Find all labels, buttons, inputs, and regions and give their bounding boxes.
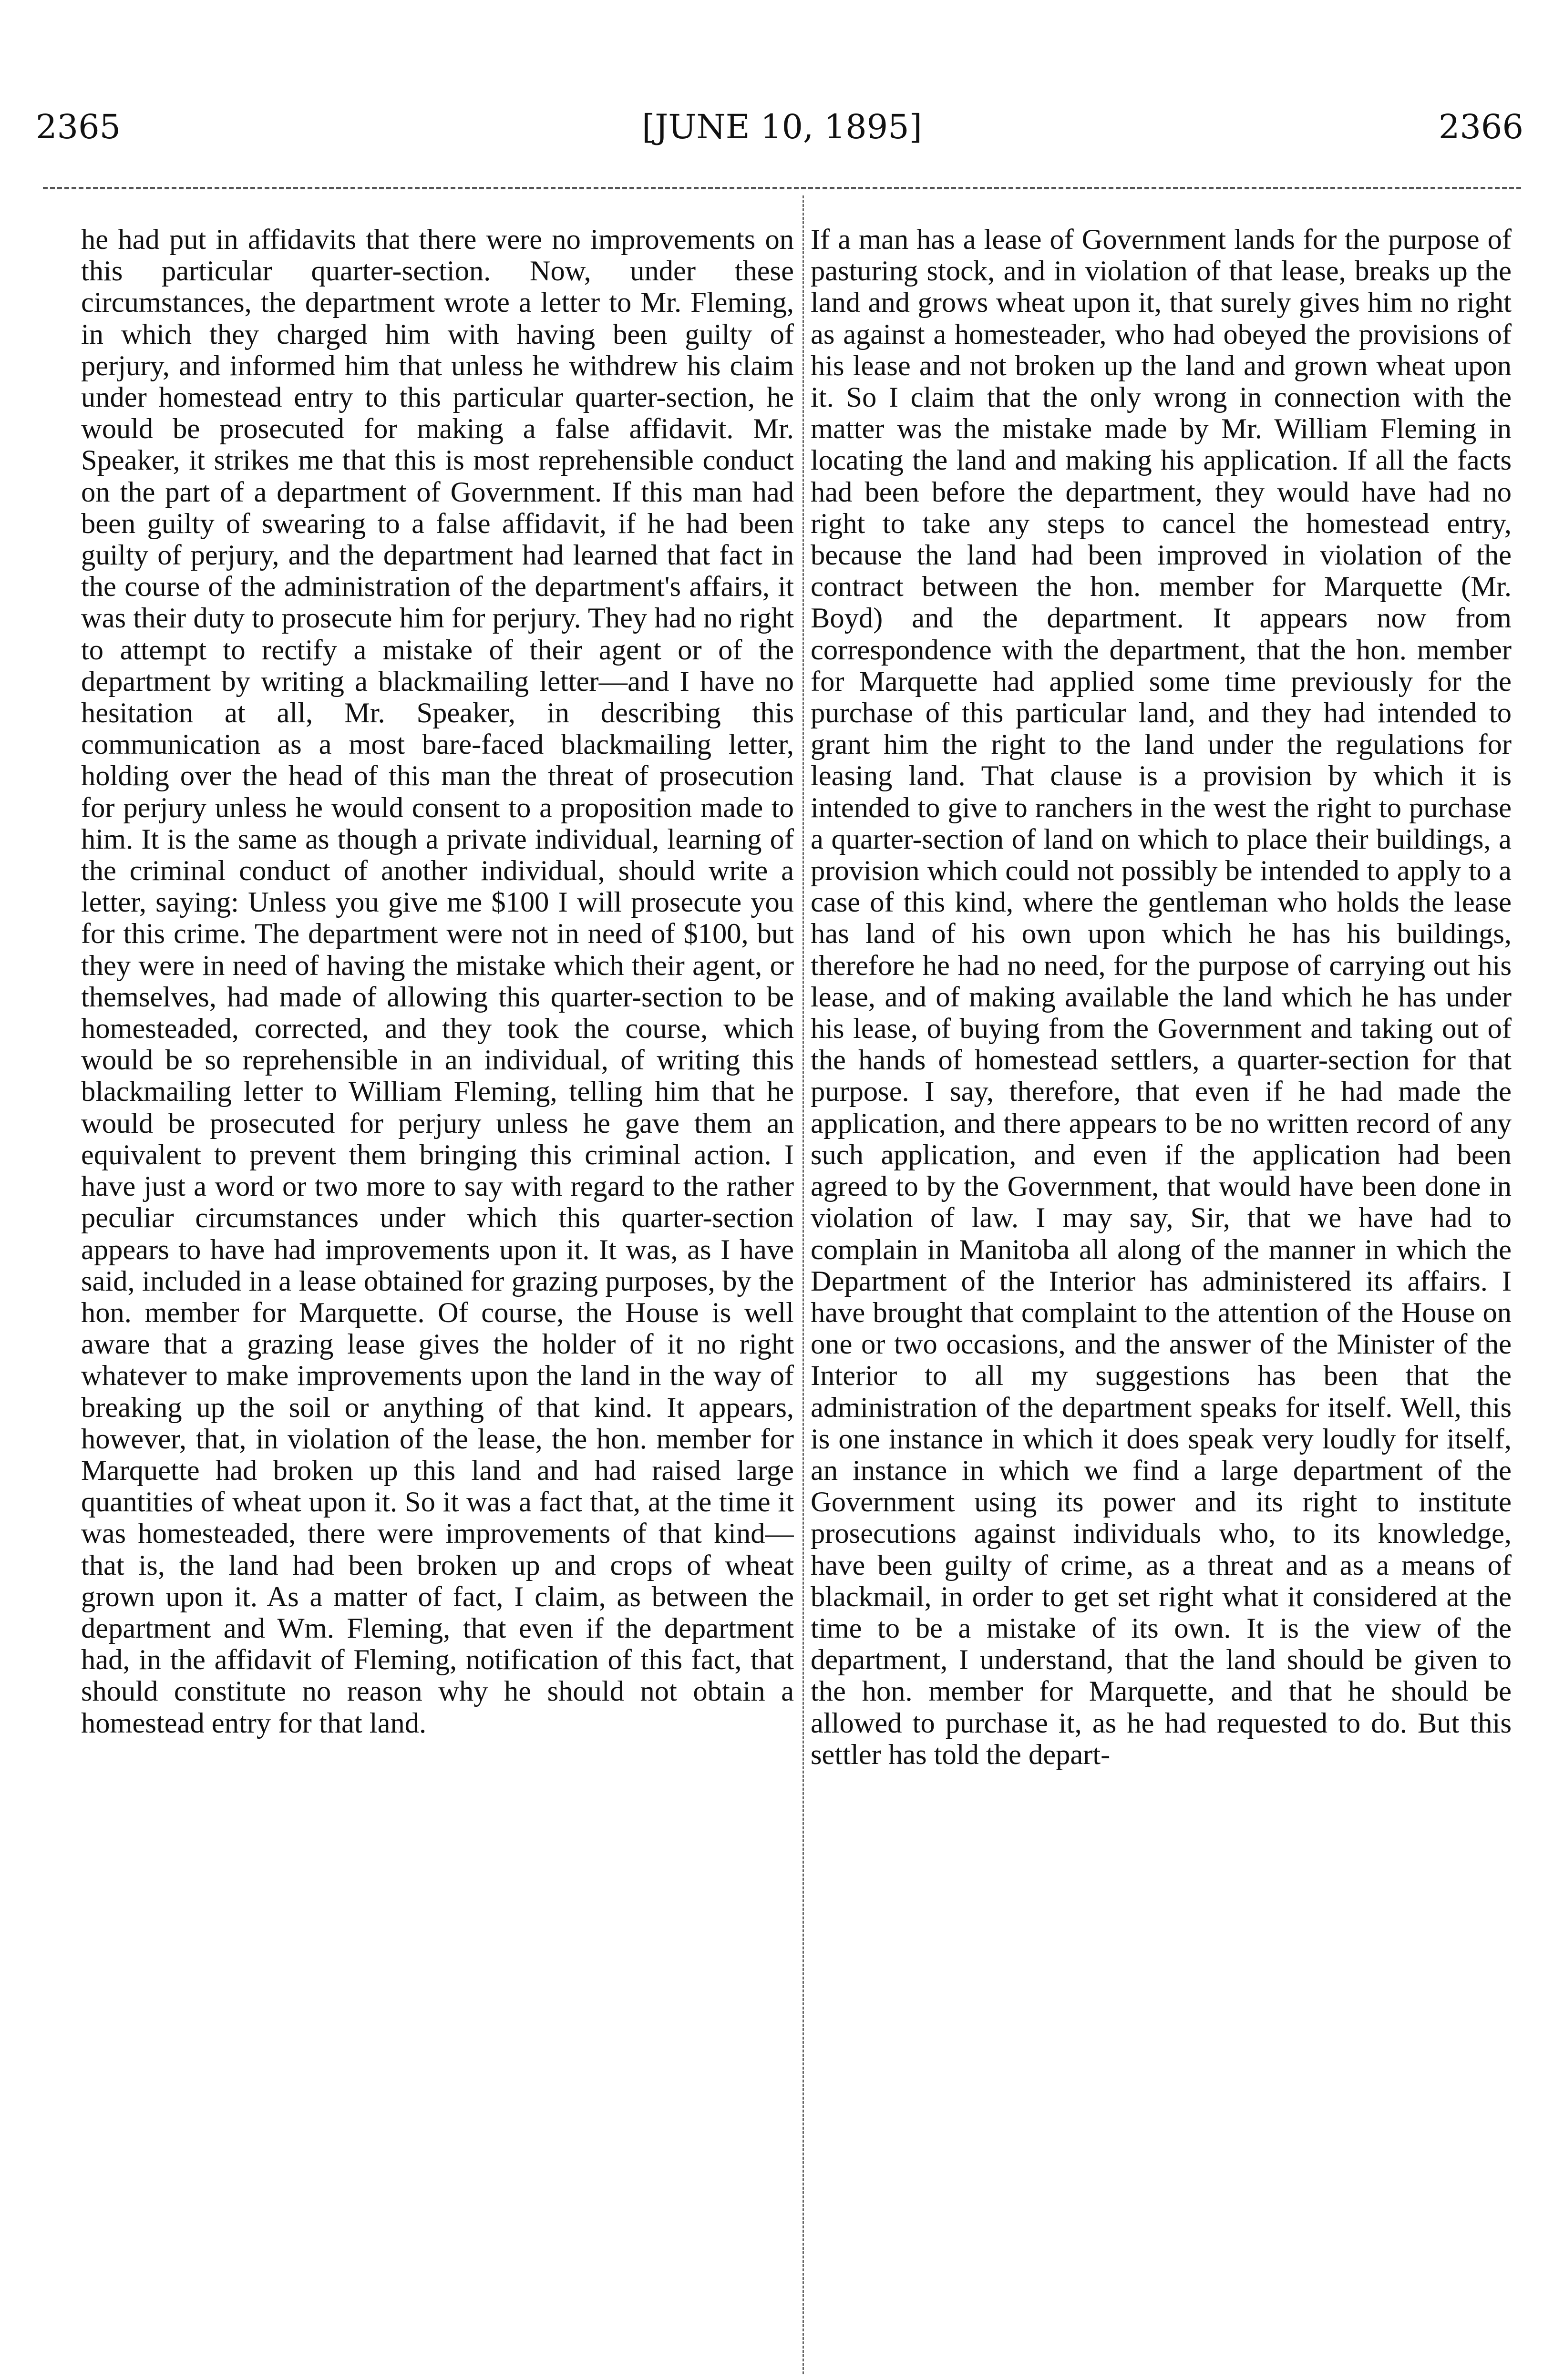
left-column-text: he had put in affidavits that there were no improvements on this particular quarter-section. Now, under these circumstances, the department wrote a letter to Mr. Fleming, in which they charged him with having been guilty of perjury, and informed him that unless he withdrew his claim under homestead entry to this particular quarter-section, he would be prosecuted for making a false affidavit. Mr. Speaker, it strikes me that this is most reprehensible conduct on the part of a department of Government. If this man had been guilty of swearing to a false affidavit, if he had been guilty of perjury, and the department had learned that fact in the course of the administration of the department's affairs, it was their duty to prosecute him for perjury. They had no right to attempt to rectify a mistake of their agent or of the department by writing a blackmailing letter—and I have no hesitation at all, Mr. Speaker, in describing this communication as a most bare-faced blackmailing letter, holding over the head of this man the threat of prosecution for perjury unless he would consent to a proposition made to him. It is the same as though a private individual, learning of the criminal conduct of another individual, should write a letter, saying: Unless you give me $100 I will prosecute you for this crime. The department were not in need of $100, but they were in need of having the mistake which their agent, or themselves, had made of allowing this quarter-section to be homesteaded, corrected, and they took the course, which would be so reprehensible in an individual, of writing this blackmailing letter to William Fleming, telling him that he would be prosecuted for perjury unless he gave them an equivalent to prevent them bringing this criminal action. I have just a word or two more to say with regard to the rather peculiar circumstances under which this quarter-section appears to have had improvements upon it. It was, as I have said, included in a lease obtained for grazing purposes, by the hon. member for Marquette. Of course, the House is well aware that a grazing lease gives the holder of it no right whatever to make improvements upon the land in the way of breaking up the soil or anything of that kind. It appears, however, that, in violation of the lease, the hon. member for Marquette had broken up this land and had raised large quantities of wheat upon it. So it was a fact that, at the time it was homesteaded, there were improvements of that kind—that is, the land had been broken up and crops of wheat grown upon it. As a matter of fact, I claim, as between the department and Wm. Fleming, that even if the department had, in the affidavit of Fleming, notification of this fact, that should constitute no reason why he should not obtain a homestead entry for that land. (81, 224, 794, 1739)
header-rule (43, 187, 1521, 189)
column-divider (803, 195, 804, 2374)
page-header (0, 107, 1564, 160)
right-column-text: If a man has a lease of Government lands for the purpose of pasturing stock, and in violation of that lease, breaks up the land and grows wheat upon it, that surely gives him no right as against a homesteader, who had obeyed the provisions of his lease and not broken up the land and grown wheat upon it. So I claim that the only wrong in connection with the matter was the mistake made by Mr. William Fleming in locating the land and making his application. If all the facts had been before the department, they would have had no right to take any steps to cancel the homestead entry, because the land had been improved in violation of the contract between the hon. member for Marquette (Mr. Boyd) and the department. It appears now from correspondence with the department, that the hon. member for Marquette had applied some time previously for the purchase of this particular land, and they had intended to grant him the right to the land under the regulations for leasing land. That clause is a provision by which it is intended to give to ranchers in the west the right to purchase a quarter-section of land on which to place their buildings, a provision which could not possibly be intended to apply to a case of this kind, where the gentleman who holds the lease has land of his own upon which he has his buildings, therefore he had no need, for the purpose of carrying out his lease, and of making available the land which he has under his lease, of buying from the Government and taking out of the hands of homestead settlers, a quarter-section for that purpose. I say, therefore, that even if he had made the application, and there appears to be no written record of any such application, and even if the application had been agreed to by the Government, that would have been done in violation of law. I may say, Sir, that we have had to complain in Manitoba all along of the manner in which the Department of the Interior has administered its affairs. I have brought that complaint to the attention of the House on one or two occasions, and the answer of the Minister of the Interior to all my suggestions has been that the administration of the department speaks for itself. Well, this is one instance in which it does speak very loudly for itself, an instance in which we find a large department of the Government using its power and its right to institute prosecutions against individuals who, to its knowledge, have been guilty of crime, as a threat and as a means of blackmail, in order to get set right what it considered at the time to be a mistake of its own. It is the view of the department, I understand, that the land should be given to the hon. member for Marquette, and that he should be allowed to purchase it, as he had requested to do. But this settler has told the depart- (811, 224, 1512, 1771)
header-date: [JUNE 10, 1895] (642, 107, 922, 146)
right-column (811, 224, 1512, 2360)
left-page-number: 2365 (36, 107, 121, 146)
right-page-number: 2366 (1438, 107, 1523, 146)
left-column (81, 224, 794, 2360)
